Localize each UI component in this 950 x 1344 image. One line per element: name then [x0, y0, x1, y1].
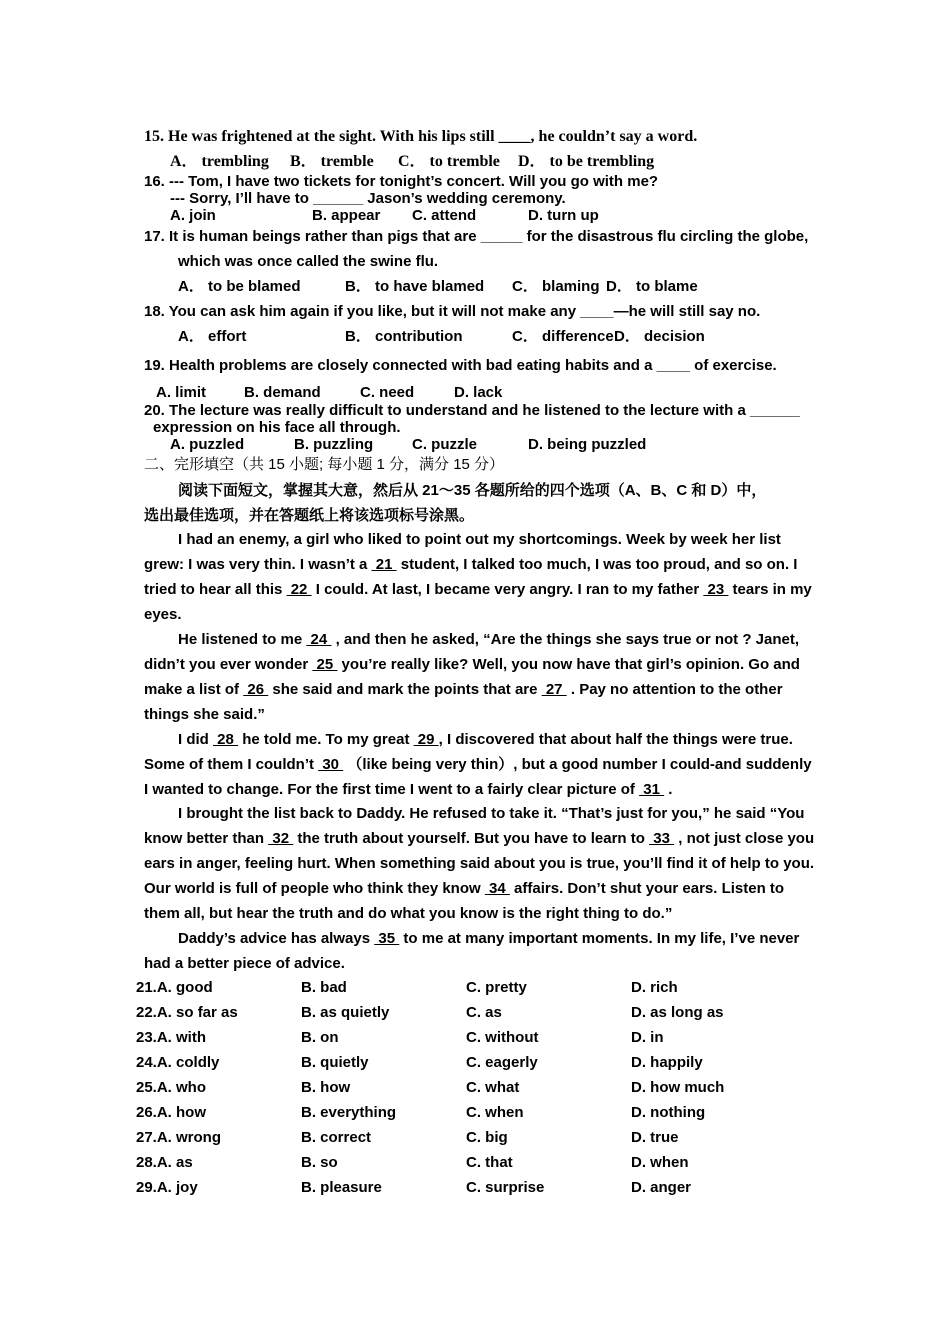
choice-25-c: C. what: [466, 1079, 520, 1096]
choice-27-a: 27.A. wrong: [136, 1129, 222, 1146]
choice-21-b: B. bad: [301, 979, 347, 996]
passage-p2-line-3: [144, 681, 806, 699]
choice-28-b: B. so: [301, 1154, 338, 1171]
q19-option-b: B. demand: [244, 384, 321, 401]
passage-text: .: [664, 781, 673, 798]
passage-text: she said and mark the points that are: [268, 681, 542, 698]
blank-24: 24: [306, 631, 332, 648]
q19-option-c: C. need: [360, 384, 415, 401]
blank-28: 28: [213, 731, 239, 748]
section-2-instruction-2: 选出最佳选项，并在答题纸上将该选项标号涂黑。: [144, 507, 475, 524]
blank-22: 22: [286, 581, 312, 598]
choice-22-c: C. as: [466, 1004, 502, 1021]
blank-34: 34: [484, 880, 510, 897]
question-17-stem-cont: which was once called the swine flu.: [178, 253, 439, 270]
choice-23-d: D. in: [631, 1029, 664, 1046]
passage-text: student, I talked too much, I was too proud, and so on. I: [396, 556, 798, 573]
passage-text: ears in anger, feeling hurt. When something said about you is true, you’ll find it of help to you.: [144, 855, 815, 872]
passage-p3-line-3: [144, 781, 806, 799]
passage-text: you’re really like? Well, you now have that girl’s opinion. Go and: [337, 656, 800, 673]
question-20-stem: 20. The lecture was really difficult to understand and he listened to the lecture with a ______: [144, 402, 801, 419]
q16-option-a: A. join: [170, 207, 216, 224]
q16-option-d: D. turn up: [528, 207, 599, 224]
passage-text: Daddy’s advice has always: [178, 930, 375, 947]
passage-p4-line-3: [144, 855, 815, 873]
passage-p4-line-4: [144, 880, 806, 898]
passage-text: I did: [178, 731, 213, 748]
passage-p3-line-1: [178, 731, 806, 749]
passage-p4-line-5: [144, 905, 806, 923]
passage-text: things she said.”: [144, 706, 265, 723]
choice-26-b: B. everything: [301, 1104, 397, 1121]
passage-p1-line-3: [144, 581, 812, 599]
passage-p1-line-4: [144, 606, 806, 624]
passage-p4-line-1: [178, 805, 806, 823]
choice-26-c: C. when: [466, 1104, 524, 1121]
blank-30: 30: [318, 756, 344, 773]
q19-option-a: A. limit: [156, 384, 207, 401]
blank-32: 32: [268, 830, 294, 847]
passage-p1-line-1: [178, 531, 806, 549]
passage-text: I could. At last, I became very angry. I ran to my father: [311, 581, 704, 598]
choice-24-c: C. eagerly: [466, 1054, 538, 1071]
question-15-stem: 15. He was frightened at the sight. With his lips still ____, he couldn’t say a word.: [144, 128, 698, 145]
q15-option-a: A． trembling: [170, 153, 269, 170]
passage-p2-line-2: [144, 656, 806, 674]
choice-24-a: 24.A. coldly: [136, 1054, 220, 1071]
passage-text: grew: I was very thin. I wasn’t a: [144, 556, 372, 573]
q20-option-c: C. puzzle: [412, 436, 478, 453]
question-18-stem: 18. You can ask him again if you like, but it will not make any ____—he will still say no.: [144, 303, 761, 320]
choice-26-d: D. nothing: [631, 1104, 706, 1121]
choice-22-d: D. as long as: [631, 1004, 724, 1021]
passage-text: , and then he asked, “Are the things she says true or not ? Janet,: [331, 631, 800, 648]
choice-27-b: B. correct: [301, 1129, 372, 1146]
choice-22-b: B. as quietly: [301, 1004, 390, 1021]
passage-text: I wanted to change. For the first time I went to a fairly clear picture of: [144, 781, 640, 798]
passage-text: He listened to me: [178, 631, 307, 648]
section-2-heading: 二、完形填空（共 15 小题; 每小题 1 分，满分 15 分）: [144, 456, 505, 473]
choice-29-b: B. pleasure: [301, 1179, 382, 1196]
choice-24-d: D. happily: [631, 1054, 703, 1071]
q15-option-b: B． tremble: [290, 153, 374, 170]
passage-p1-line-2: [144, 556, 806, 574]
choice-23-c: C. without: [466, 1029, 539, 1046]
passage-text: to me at many important moments. In my life, I’ve never: [399, 930, 800, 947]
passage-text: （like being very thin）, but a good number I could-and suddenly: [343, 756, 812, 773]
passage-text: Our world is full of people who think they know: [144, 880, 485, 897]
choice-22-a: 22.A. so far as: [136, 1004, 238, 1021]
passage-text: know better than: [144, 830, 269, 847]
passage-text: , not just close you: [674, 830, 815, 847]
blank-21: 21: [371, 556, 397, 573]
passage-text: , I discovered that about half the things were true.: [438, 731, 793, 748]
passage-text: Some of them I couldn’t: [144, 756, 319, 773]
q17-option-a: A． to be blamed: [178, 278, 301, 295]
choice-27-c: C. big: [466, 1129, 508, 1146]
passage-p4-line-2: [144, 830, 815, 848]
choice-29-d: D. anger: [631, 1179, 692, 1196]
choice-24-b: B. quietly: [301, 1054, 369, 1071]
blank-35: 35: [374, 930, 400, 947]
choice-23-a: 23.A. with: [136, 1029, 207, 1046]
choice-28-c: C. that: [466, 1154, 513, 1171]
passage-text: make a list of: [144, 681, 244, 698]
blank-23: 23: [703, 581, 729, 598]
q15-option-c: C． to tremble: [398, 153, 500, 170]
passage-text: didn’t you ever wonder: [144, 656, 313, 673]
q20-option-b: B. puzzling: [294, 436, 374, 453]
passage-text: tears in my: [728, 581, 812, 598]
choice-25-a: 25.A. who: [136, 1079, 207, 1096]
q18-option-d: D． decision: [614, 328, 705, 345]
passage-text: . Pay no attention to the other: [566, 681, 783, 698]
blank-33: 33: [649, 830, 675, 847]
choice-21-a: 21.A. good: [136, 979, 213, 996]
question-16-stem: 16. --- Tom, I have two tickets for tonight’s concert. Will you go with me?: [144, 173, 659, 190]
question-20-stem-cont: expression on his face all through.: [153, 419, 401, 436]
passage-text: I had an enemy, a girl who liked to point out my shortcomings. Week by week her list: [178, 531, 781, 548]
passage-p5-line-2: [144, 955, 806, 973]
q20-option-a: A. puzzled: [170, 436, 245, 453]
blank-29: 29: [413, 731, 439, 748]
passage-p3-line-2: [144, 756, 812, 774]
blank-27: 27: [541, 681, 567, 698]
choice-21-c: C. pretty: [466, 979, 527, 996]
blank-26: 26: [243, 681, 269, 698]
choice-25-d: D. how much: [631, 1079, 725, 1096]
q18-option-b: B． contribution: [345, 328, 463, 345]
choice-27-d: D. true: [631, 1129, 679, 1146]
choice-28-a: 28.A. as: [136, 1154, 193, 1171]
passage-text: tried to hear all this: [144, 581, 287, 598]
blank-25: 25: [312, 656, 338, 673]
passage-text: had a better piece of advice.: [144, 955, 345, 972]
passage-text: the truth about yourself. But you have to learn to: [293, 830, 650, 847]
passage-text: he told me. To my great: [238, 731, 414, 748]
q17-option-b: B． to have blamed: [345, 278, 485, 295]
choice-25-b: B. how: [301, 1079, 351, 1096]
q16-option-c: C. attend: [412, 207, 477, 224]
question-16-reply: --- Sorry, I’ll have to ______ Jason’s wedding ceremony.: [170, 190, 566, 207]
choice-29-c: C. surprise: [466, 1179, 545, 1196]
q16-option-b: B. appear: [312, 207, 381, 224]
passage-text: I brought the list back to Daddy. He refused to take it. “That’s just for you,” he said “You: [178, 805, 805, 822]
q19-option-d: D. lack: [454, 384, 503, 401]
q17-option-d: D． to blame: [606, 278, 698, 295]
choice-28-d: D. when: [631, 1154, 689, 1171]
q17-option-c: C． blaming: [512, 278, 600, 295]
choice-26-a: 26.A. how: [136, 1104, 207, 1121]
q15-option-d: D． to be trembling: [518, 153, 655, 170]
q18-option-c: C． difference: [512, 328, 614, 345]
blank-31: 31: [639, 781, 665, 798]
choice-23-b: B. on: [301, 1029, 339, 1046]
passage-text: them all, but hear the truth and do what you know is the right thing to do.”: [144, 905, 673, 922]
passage-p2-line-4: [144, 706, 806, 724]
choice-21-d: D. rich: [631, 979, 678, 996]
choice-29-a: 29.A. joy: [136, 1179, 198, 1196]
q20-option-d: D. being puzzled: [528, 436, 647, 453]
passage-p2-line-1: [178, 631, 806, 649]
passage-text: eyes.: [144, 606, 182, 623]
question-19-stem: 19. Health problems are closely connected with bad eating habits and a ____ of exercise.: [144, 357, 777, 374]
question-17-stem: 17. It is human beings rather than pigs that are _____ for the disastrous flu circling the globe,: [144, 228, 809, 245]
passage-text: affairs. Don’t shut your ears. Listen to: [509, 880, 785, 897]
passage-p5-line-1: [178, 930, 806, 948]
section-2-instruction-1: 阅读下面短文，掌握其大意，然后从 21～35 各题所给的四个选项（A、B、C 和 D）中，: [178, 482, 767, 499]
q18-option-a: A． effort: [178, 328, 247, 345]
